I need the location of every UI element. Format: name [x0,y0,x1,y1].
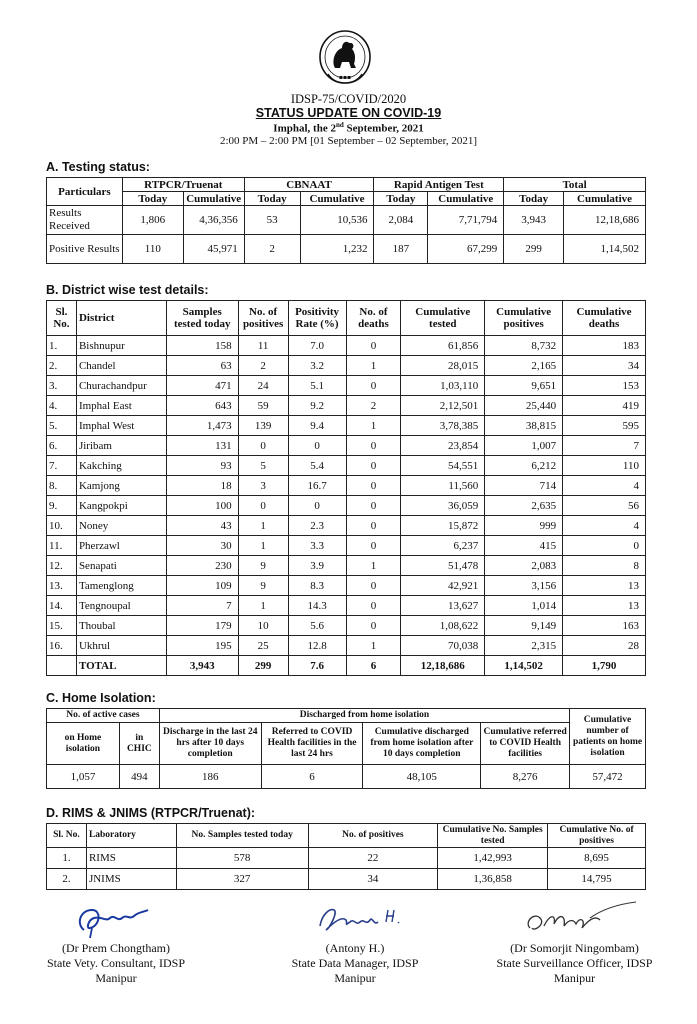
lab-cell: 2. [47,869,87,890]
district-total-row [47,656,646,676]
cell-cumulative-tested: 54,551 [401,456,485,476]
lab-cell: 327 [176,869,308,890]
cell-cumulative-positives: 9,651 [485,376,563,396]
signatory-1-role: State Vety. Consultant, IDSP [46,956,185,970]
cell-cumulative-tested: 15,872 [401,516,485,536]
testing-cell: 4,36,356 [183,206,244,235]
sub-header-today: Today [244,192,300,206]
cell-sl-no: 10. [47,516,77,536]
lab-cell: JNIMS [86,869,176,890]
cell-district-name: Churachandpur [76,376,166,396]
cell-cumulative-tested: 6,237 [401,536,485,556]
cell-cumulative-tested: 28,015 [401,356,485,376]
cell-cumulative-deaths: 8 [563,556,646,576]
total-cumulative-deaths: 1,790 [563,656,646,676]
section-c-heading: C. Home Isolation: [46,691,156,705]
value-cumulative-discharged: 48,105 [363,765,481,789]
cell-positivity-rate: 7.0 [288,336,346,356]
testing-cell: 10,536 [300,206,374,235]
cell-samples-today: 109 [166,576,238,596]
cell-sl-no: 13. [47,576,77,596]
cell-sl-no: 5. [47,416,77,436]
cell-deaths: 1 [346,416,401,436]
total-cumulative-positives: 1,14,502 [485,656,563,676]
cell-cumulative-positives: 1,014 [485,596,563,616]
cell-samples-today: 195 [166,636,238,656]
sub-header-cumulative: Cumulative [300,192,374,206]
col-cumulative-positives: Cumulative positives [485,301,563,336]
cell-samples-today: 18 [166,476,238,496]
cell-cumulative-deaths: 153 [563,376,646,396]
cbnaat-group-header: CBNAAT [244,178,374,192]
testing-cell: 53 [244,206,300,235]
cell-district-name: Pherzawl [76,536,166,556]
col-cumulative-referred: Cumulative referred to COVID Health facilities [481,723,570,765]
cell-cumulative-tested: 42,921 [401,576,485,596]
cell-positivity-rate: 3.2 [288,356,346,376]
sub-header-today: Today [504,192,564,206]
testing-cell: 12,18,686 [564,206,646,235]
lab-cell: 578 [176,848,308,869]
cell-sl-no: 8. [47,476,77,496]
cell-district-name: Kamjong [76,476,166,496]
col-samples-today: Samples tested today [166,301,238,336]
cell-deaths: 0 [346,616,401,636]
cell-cumulative-deaths: 4 [563,476,646,496]
cell-cumulative-tested: 23,854 [401,436,485,456]
cell-positivity-rate: 3.9 [288,556,346,576]
discharged-group-header: Discharged from home isolation [159,709,569,723]
signature-somorjit-ningombam [520,898,640,938]
table-row [47,616,646,636]
cell-district-name: Senapati [76,556,166,576]
cell-cumulative-positives: 1,007 [485,436,563,456]
cell-positives: 0 [238,436,288,456]
lab-cell: 34 [308,869,438,890]
rtpcr-group-header: RTPCR/Truenat [122,178,244,192]
cell-cumulative-positives: 25,440 [485,396,563,416]
cell-cumulative-positives: 2,083 [485,556,563,576]
col-district: District [76,301,166,336]
cell-positivity-rate: 5.1 [288,376,346,396]
testing-row-label: Results Received [47,206,123,235]
cell-cumulative-positives: 8,732 [485,336,563,356]
cell-cumulative-tested: 51,478 [401,556,485,576]
cell-cumulative-positives: 999 [485,516,563,536]
total-samples-today: 3,943 [166,656,238,676]
cell-positives: 1 [238,596,288,616]
cell-deaths: 1 [346,356,401,376]
cell-samples-today: 1,473 [166,416,238,436]
table-row [47,456,646,476]
cell-district-name: Jiribam [76,436,166,456]
signatory-3-place: Manipur [553,971,596,985]
cell-district-name: Kangpokpi [76,496,166,516]
sub-header-cumulative: Cumulative [564,192,646,206]
cell-deaths: 2 [346,396,401,416]
document-title: STATUS UPDATE ON COVID-19 [255,106,442,120]
cell-samples-today: 63 [166,356,238,376]
col-positivity-rate: Positivity Rate (%) [288,301,346,336]
col-lab-sl-no: Sl. No. [47,824,87,848]
signatory-1-name: (Dr Prem Chongtham) [62,941,170,955]
value-on-home-isolation: 1,057 [47,765,120,789]
total-positivity-rate: 7.6 [288,656,346,676]
cell-cumulative-deaths: 13 [563,596,646,616]
total-group-header: Total [504,178,646,192]
cell-positivity-rate: 5.4 [288,456,346,476]
document-time-range: 2:00 PM – 2:00 PM [01 September – 02 September, 2021] [219,135,478,147]
cell-cumulative-positives: 9,149 [485,616,563,636]
col-lab-positives: No. of positives [308,824,438,848]
testing-row [47,235,646,264]
cell-district-name: Kakching [76,456,166,476]
cell-samples-today: 30 [166,536,238,556]
section-a-heading: A. Testing status: [46,160,150,174]
testing-cell: 2,084 [374,206,428,235]
lab-cell: 22 [308,848,438,869]
value-discharge-last-24hrs: 186 [159,765,261,789]
cell-cumulative-tested: 11,560 [401,476,485,496]
table-row [47,576,646,596]
cell-positives: 0 [238,496,288,516]
cell-positivity-rate: 0 [288,436,346,456]
testing-cell: 1,806 [122,206,183,235]
cell-positivity-rate: 16.7 [288,476,346,496]
cell-samples-today: 7 [166,596,238,616]
lab-cell: 1,36,858 [438,869,548,890]
cell-district-name: Thoubal [76,616,166,636]
col-discharge-last-24hrs: Discharge in the last 24 hrs after 10 days completion [159,723,261,765]
sub-header-cumulative: Cumulative [183,192,244,206]
col-laboratory: Laboratory [86,824,176,848]
cell-deaths: 0 [346,516,401,536]
value-in-chic: 494 [119,765,159,789]
section-b-heading: B. District wise test details: [46,283,209,297]
table-row [47,416,646,436]
cell-cumulative-positives: 2,165 [485,356,563,376]
cell-samples-today: 100 [166,496,238,516]
cell-cumulative-deaths: 7 [563,436,646,456]
rat-group-header: Rapid Antigen Test [374,178,504,192]
cell-deaths: 0 [346,576,401,596]
cell-cumulative-tested: 2,12,501 [401,396,485,416]
cell-positives: 9 [238,576,288,596]
col-cumulative-tested: Cumulative tested [401,301,485,336]
rims-jnims-table [46,823,646,890]
testing-row-label: Positive Results [47,235,123,264]
table-row [47,336,646,356]
cell-cumulative-positives: 2,635 [485,496,563,516]
cell-positives: 2 [238,356,288,376]
cell-cumulative-tested: 36,059 [401,496,485,516]
testing-cell: 1,232 [300,235,374,264]
cell-positives: 11 [238,336,288,356]
cell-deaths: 0 [346,376,401,396]
cell-cumulative-deaths: 4 [563,516,646,536]
testing-cell: 45,971 [183,235,244,264]
cell-district-name: Chandel [76,356,166,376]
cell-district-name: Imphal West [76,416,166,436]
col-cumulative-deaths: Cumulative deaths [563,301,646,336]
cell-district-name: Tengnoupal [76,596,166,616]
cell-positivity-rate: 3.3 [288,536,346,556]
cell-positives: 1 [238,516,288,536]
cell-sl-no: 9. [47,496,77,516]
value-cumulative-home-isolation: 57,472 [570,765,646,789]
table-row [47,356,646,376]
cell-cumulative-positives: 6,212 [485,456,563,476]
cell-cumulative-deaths: 110 [563,456,646,476]
particulars-header: Particulars [47,178,123,206]
col-cumulative-discharged: Cumulative discharged from home isolation after 10 days completion [363,723,481,765]
signatory-2 [255,941,455,986]
cell-samples-today: 230 [166,556,238,576]
cell-cumulative-positives: 3,156 [485,576,563,596]
cell-deaths: 0 [346,536,401,556]
table-row [47,869,646,890]
testing-cell: 187 [374,235,428,264]
total-cumulative-tested: 12,18,686 [401,656,485,676]
col-sl-no: Sl. No. [47,301,77,336]
cell-cumulative-tested: 3,78,385 [401,416,485,436]
lab-cell: 8,695 [548,848,646,869]
cell-cumulative-deaths: 419 [563,396,646,416]
table-row [47,516,646,536]
cell-positivity-rate: 14.3 [288,596,346,616]
cell-sl-no: 4. [47,396,77,416]
cell-district-name: Tamenglong [76,576,166,596]
cell-positivity-rate: 9.4 [288,416,346,436]
cell-sl-no: 14. [47,596,77,616]
total-positives: 299 [238,656,288,676]
table-row [47,396,646,416]
testing-row [47,206,646,235]
cell-cumulative-positives: 2,315 [485,636,563,656]
cell-positives: 24 [238,376,288,396]
cell-district-name: Ukhrul [76,636,166,656]
col-cumulative-home-isolation: Cumulative number of patients on home isolation [570,709,646,765]
cell-sl-no: 12. [47,556,77,576]
lab-cell: 1. [47,848,87,869]
cell-positives: 59 [238,396,288,416]
cell-cumulative-positives: 714 [485,476,563,496]
cell-cumulative-deaths: 183 [563,336,646,356]
col-deaths: No. of deaths [346,301,401,336]
value-referred-last-24hrs: 6 [261,765,363,789]
table-row [47,436,646,456]
total-deaths: 6 [346,656,401,676]
cell-positivity-rate: 8.3 [288,576,346,596]
testing-cell: 299 [504,235,564,264]
district-test-table [46,300,646,676]
testing-cell: 3,943 [504,206,564,235]
col-lab-samples-today: No. Samples tested today [176,824,308,848]
cell-cumulative-deaths: 163 [563,616,646,636]
signature-antony-h [312,902,412,936]
cell-deaths: 0 [346,456,401,476]
cell-district-name: Noney [76,516,166,536]
signatory-3-name: (Dr Somorjit Ningombam) [510,941,639,955]
table-row [47,556,646,576]
cell-positivity-rate: 5.6 [288,616,346,636]
table-row [47,596,646,616]
table-row [47,476,646,496]
cell-positives: 139 [238,416,288,436]
cell-positives: 10 [238,616,288,636]
col-referred-last-24hrs: Referred to COVID Health facilities in the last 24 hrs [261,723,363,765]
cell-samples-today: 643 [166,396,238,416]
table-row [47,536,646,556]
cell-deaths: 0 [346,476,401,496]
home-isolation-values-row [47,765,646,789]
cell-positivity-rate: 0 [288,496,346,516]
col-positives: No. of positives [238,301,288,336]
section-d-heading: D. RIMS & JNIMS (RTPCR/Truenat): [46,806,256,820]
cell-sl-no: 11. [47,536,77,556]
cell-cumulative-deaths: 595 [563,416,646,436]
cell-sl-no: 1. [47,336,77,356]
signatory-3-role: State Surveillance Officer, IDSP [496,956,653,970]
signatory-2-role: State Data Manager, IDSP [291,956,419,970]
cell-sl-no: 16. [47,636,77,656]
cell-positivity-rate: 2.3 [288,516,346,536]
signature-prem-chongtham [72,900,152,940]
cell-sl-no: 6. [47,436,77,456]
cell-cumulative-deaths: 13 [563,576,646,596]
cell-positives: 5 [238,456,288,476]
cell-samples-today: 179 [166,616,238,636]
testing-status-body [47,206,646,264]
cell-cumulative-tested: 13,627 [401,596,485,616]
cell-positives: 1 [238,536,288,556]
lab-cell: 1,42,993 [438,848,548,869]
cell-samples-today: 93 [166,456,238,476]
cell-cumulative-tested: 1,08,622 [401,616,485,636]
cell-sl-no: 3. [47,376,77,396]
cell-deaths: 0 [346,596,401,616]
cell-deaths: 1 [346,556,401,576]
table-row [47,636,646,656]
signatory-2-name: (Antony H.) [325,941,385,955]
total-label: TOTAL [76,656,166,676]
document-code: IDSP-75/COVID/2020 [290,92,407,106]
cell-positives: 25 [238,636,288,656]
col-on-home-isolation: on Home isolation [47,723,120,765]
testing-status-table [46,177,646,264]
cell-deaths: 0 [346,436,401,456]
cell-cumulative-positives: 38,815 [485,416,563,436]
cell-cumulative-deaths: 28 [563,636,646,656]
home-isolation-table [46,708,646,789]
cell-samples-today: 131 [166,436,238,456]
cell-samples-today: 43 [166,516,238,536]
table-row [47,848,646,869]
cell-samples-today: 158 [166,336,238,356]
cell-cumulative-deaths: 56 [563,496,646,516]
cell-cumulative-tested: 61,856 [401,336,485,356]
sub-header-cumulative: Cumulative [428,192,504,206]
cell-sl-no: 7. [47,456,77,476]
cell-cumulative-deaths: 0 [563,536,646,556]
signatory-3 [472,941,677,986]
rims-jnims-body [47,848,646,890]
cell-positives: 9 [238,556,288,576]
cell-deaths: 0 [346,336,401,356]
signatory-2-place: Manipur [334,971,376,985]
cell-cumulative-tested: 1,03,110 [401,376,485,396]
cell-positivity-rate: 12.8 [288,636,346,656]
cell-deaths: 0 [346,496,401,516]
signatory-1-place: Manipur [95,971,137,985]
table-row [47,376,646,396]
cell-cumulative-positives: 415 [485,536,563,556]
cell-deaths: 1 [346,636,401,656]
testing-cell: 1,14,502 [564,235,646,264]
cell-positives: 3 [238,476,288,496]
sub-header-today: Today [122,192,183,206]
active-cases-group-header: No. of active cases [47,709,160,723]
cell-sl-no: 15. [47,616,77,636]
district-table-body [47,336,646,656]
sub-header-today: Today [374,192,428,206]
lab-cell: RIMS [86,848,176,869]
lab-cell: 14,795 [548,869,646,890]
signatory-1 [16,941,216,986]
testing-cell: 67,299 [428,235,504,264]
testing-cell: 7,71,794 [428,206,504,235]
state-emblem-icon [318,30,372,90]
cell-cumulative-deaths: 34 [563,356,646,376]
testing-cell: 2 [244,235,300,264]
table-row [47,496,646,516]
cell-samples-today: 471 [166,376,238,396]
cell-positivity-rate: 9.2 [288,396,346,416]
cell-district-name: Bishnupur [76,336,166,356]
col-lab-cumulative-tested: Cumulative No. Samples tested [438,824,548,848]
testing-cell: 110 [122,235,183,264]
col-in-chic: in CHIC [119,723,159,765]
cell-cumulative-tested: 70,038 [401,636,485,656]
col-lab-cumulative-positives: Cumulative No. of positives [548,824,646,848]
cell-sl-no: 2. [47,356,77,376]
value-cumulative-referred: 8,276 [481,765,570,789]
svg-text:▪▪▪: ▪▪▪ [338,74,352,81]
document-place-date: Imphal, the 2nd September, 2021 [273,121,424,135]
cell-district-name: Imphal East [76,396,166,416]
